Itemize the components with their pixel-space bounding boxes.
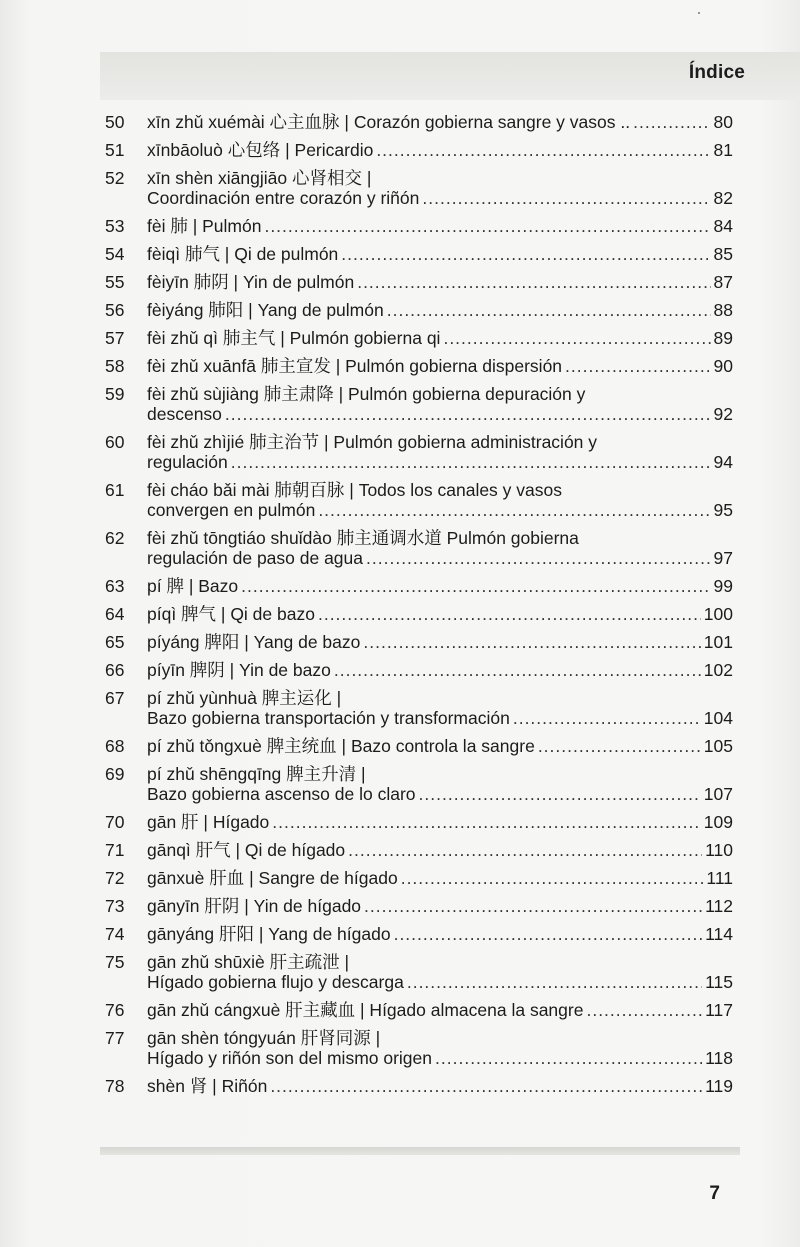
dot-leader (366, 548, 711, 568)
dot-leader (422, 188, 710, 208)
entry-page: 111 (706, 868, 733, 888)
entry-title: fèi cháo bǎi mài 肺朝百脉 | Todos los canales y vasos (147, 480, 563, 500)
dot-leader (538, 736, 701, 756)
toc-entry (105, 1076, 733, 1096)
toc-entry (105, 868, 733, 888)
entry-line (147, 736, 733, 756)
entry-line (147, 452, 733, 472)
footer-rule (100, 1147, 740, 1155)
entry-number: 53 (105, 216, 125, 236)
entry-number: 54 (105, 244, 125, 264)
dot-leader (419, 784, 701, 804)
entry-body (147, 660, 733, 680)
entry-number: 76 (105, 1000, 125, 1020)
toc-entry (105, 112, 733, 132)
entry-line (147, 972, 733, 992)
entry-body (147, 1076, 733, 1096)
entry-line (147, 896, 733, 916)
toc-entry (105, 604, 733, 624)
entry-page: 92 (713, 404, 733, 424)
entry-page: 117 (705, 1000, 733, 1020)
entry-line (147, 432, 733, 452)
entry-number: 51 (105, 140, 125, 160)
entry-number: 75 (105, 952, 125, 972)
entry-page: 112 (705, 896, 733, 916)
entry-number: 60 (105, 432, 125, 452)
entry-title: shèn 肾 | Riñón (147, 1076, 268, 1096)
entry-line (147, 1028, 733, 1048)
dot-leader (272, 812, 701, 832)
entry-title: regulación de paso de agua (147, 548, 364, 568)
toc-entry (105, 840, 733, 860)
entry-body (147, 604, 733, 624)
toc-entry (105, 244, 733, 264)
entry-title: regulación (147, 452, 228, 472)
running-head: Índice (688, 62, 745, 83)
entry-line (147, 868, 733, 888)
entry-page: 115 (705, 972, 733, 992)
entry-title: gān shèn tóngyuán 肝肾同源 | (147, 1028, 381, 1048)
entry-page: 80 (713, 112, 733, 132)
entry-number: 63 (105, 576, 125, 596)
entry-line (147, 168, 733, 188)
entry-page: 90 (713, 356, 733, 376)
entry-title: gānqì 肝气 | Qi de hígado (147, 840, 346, 860)
entry-page: 85 (713, 244, 733, 264)
entry-title: gānxuè 肝血 | Sangre de hígado (147, 868, 398, 888)
entry-body (147, 1028, 733, 1068)
entry-page: 104 (703, 708, 733, 728)
entry-page: 114 (705, 924, 733, 944)
dot-leader (318, 500, 710, 520)
toc-entry (105, 736, 733, 756)
entry-page: 119 (705, 1076, 733, 1096)
entry-page: 84 (713, 216, 733, 236)
entry-title: Hígado y riñón son del mismo origen (147, 1048, 433, 1068)
entry-line (147, 300, 733, 320)
entry-title: píyáng 脾阳 | Yang de bazo (147, 632, 361, 652)
entry-line (147, 112, 733, 132)
dot-leader (394, 924, 703, 944)
entry-line (147, 216, 733, 236)
entry-body (147, 272, 733, 292)
dot-leader (633, 112, 710, 132)
entry-title: fèi zhǔ xuānfā 肺主宣发 | Pulmón gobierna dispersión (147, 356, 563, 376)
entry-body (147, 896, 733, 916)
dot-leader (387, 300, 711, 320)
entry-title: gān 肝 | Hígado (147, 812, 270, 832)
toc-entry (105, 952, 733, 992)
dot-leader (363, 632, 700, 652)
entry-title: xīn shèn xiāngjiāo 心肾相交 | (147, 168, 372, 188)
entry-title: fèiqì 肺气 | Qi de pulmón (147, 244, 339, 264)
toc-entry (105, 140, 733, 160)
entry-number: 56 (105, 300, 125, 320)
dot-leader (348, 840, 702, 860)
entry-page: 82 (713, 188, 733, 208)
entry-title: convergen en pulmón (147, 500, 316, 520)
toc-entry (105, 528, 733, 568)
dot-leader (341, 244, 710, 264)
dot-leader (334, 660, 701, 680)
entry-body (147, 480, 733, 520)
entry-title: gānyáng 肝阳 | Yang de hígado (147, 924, 391, 944)
entry-line (147, 272, 733, 292)
entry-line (147, 328, 733, 348)
entry-number: 52 (105, 168, 125, 188)
entry-page: 100 (703, 604, 733, 624)
entry-line (147, 576, 733, 596)
entry-body (147, 112, 733, 132)
entry-body (147, 632, 733, 652)
entry-number: 66 (105, 660, 125, 680)
entry-page: 95 (713, 500, 733, 520)
entry-number: 69 (105, 764, 125, 784)
entry-page: 89 (713, 328, 733, 348)
entry-title: fèi zhǔ zhìjié 肺主治节 | Pulmón gobierna administración y (147, 432, 598, 452)
entry-line (147, 140, 733, 160)
entry-title: pí zhǔ tǒngxuè 脾主统血 | Bazo controla la sangre (147, 736, 535, 756)
table-of-contents (105, 112, 733, 1104)
entry-line (147, 528, 733, 548)
entry-line (147, 812, 733, 832)
entry-title: fèiyáng 肺阳 | Yang de pulmón (147, 300, 384, 320)
entry-line (147, 784, 733, 804)
entry-number: 59 (105, 384, 125, 404)
entry-line (147, 356, 733, 376)
entry-title: fèi zhǔ tōngtiáo shuǐdào 肺主通调水道 Pulmón gobierna (147, 528, 579, 548)
dot-leader (270, 1076, 702, 1096)
toc-entry (105, 1028, 733, 1068)
entry-line (147, 924, 733, 944)
entry-line (147, 708, 733, 728)
entry-number: 57 (105, 328, 125, 348)
toc-entry (105, 632, 733, 652)
entry-body (147, 840, 733, 860)
entry-number: 55 (105, 272, 125, 292)
entry-number: 50 (105, 112, 125, 132)
entry-page: 107 (703, 784, 733, 804)
dot-leader (264, 216, 710, 236)
entry-page: 94 (713, 452, 733, 472)
entry-line (147, 764, 733, 784)
entry-body (147, 356, 733, 376)
entry-body (147, 952, 733, 992)
dot-leader (364, 896, 702, 916)
toc-entry (105, 812, 733, 832)
dot-leader (241, 576, 710, 596)
entry-line (147, 1000, 733, 1020)
toc-entry (105, 356, 733, 376)
dot-leader (401, 868, 704, 888)
entry-number: 78 (105, 1076, 125, 1096)
entry-body (147, 868, 733, 888)
toc-entry (105, 480, 733, 520)
entry-body (147, 812, 733, 832)
entry-body (147, 384, 733, 424)
dot-leader (513, 708, 701, 728)
toc-entry (105, 384, 733, 424)
entry-page: 99 (713, 576, 733, 596)
toc-entry (105, 272, 733, 292)
toc-entry (105, 300, 733, 320)
dot-leader (357, 272, 710, 292)
entry-line (147, 480, 733, 500)
entry-title: pí zhǔ yùnhuà 脾主运化 | (147, 688, 342, 708)
entry-line (147, 384, 733, 404)
entry-line (147, 660, 733, 680)
entry-number: 67 (105, 688, 125, 708)
entry-title: Bazo gobierna ascenso de lo claro (147, 784, 416, 804)
toc-entry (105, 576, 733, 596)
entry-title: píyīn 脾阴 | Yin de bazo (147, 660, 331, 680)
entry-number: 73 (105, 896, 125, 916)
entry-title: pí zhǔ shēngqīng 脾主升清 | (147, 764, 366, 784)
entry-body (147, 244, 733, 264)
entry-body (147, 328, 733, 348)
toc-entry (105, 896, 733, 916)
entry-line (147, 188, 733, 208)
entry-number: 70 (105, 812, 125, 832)
entry-number: 68 (105, 736, 125, 756)
entry-title: xīnbāoluò 心包络 | Pericardio (147, 140, 374, 160)
entry-page: 109 (703, 812, 733, 832)
entry-number: 71 (105, 840, 125, 860)
entry-number: 62 (105, 528, 125, 548)
dot-leader (443, 328, 710, 348)
entry-title: gān zhǔ cángxuè 肝主藏血 | Hígado almacena la sangre (147, 1000, 584, 1020)
entry-body (147, 216, 733, 236)
toc-entry (105, 924, 733, 944)
toc-entry (105, 660, 733, 680)
entry-body (147, 688, 733, 728)
entry-page: 110 (705, 840, 733, 860)
dot-leader (435, 1048, 702, 1068)
entry-body (147, 528, 733, 568)
entry-line (147, 548, 733, 568)
entry-title: gānyīn 肝阴 | Yin de hígado (147, 896, 362, 916)
entry-body (147, 924, 733, 944)
entry-line (147, 632, 733, 652)
entry-number: 65 (105, 632, 125, 652)
entry-title: Coordinación entre corazón y riñón (147, 188, 420, 208)
entry-line (147, 840, 733, 860)
entry-number: 58 (105, 356, 125, 376)
entry-title: píqì 脾气 | Qi de bazo (147, 604, 315, 624)
dot-leader (231, 452, 711, 472)
entry-number: 72 (105, 868, 125, 888)
toc-entry (105, 1000, 733, 1020)
toc-entry (105, 216, 733, 236)
entry-page: 102 (703, 660, 733, 680)
entry-page: 105 (703, 736, 733, 756)
entry-title: fèi zhǔ sùjiàng 肺主肃降 | Pulmón gobierna depuración y (147, 384, 586, 404)
entry-page: 97 (713, 548, 733, 568)
entry-page: 101 (703, 632, 733, 652)
entry-line (147, 244, 733, 264)
entry-page: 118 (705, 1048, 733, 1068)
entry-line (147, 404, 733, 424)
dot-leader (376, 140, 710, 160)
entry-body (147, 736, 733, 756)
entry-body (147, 432, 733, 472)
entry-title: descenso (147, 404, 222, 424)
entry-body (147, 140, 733, 160)
entry-body (147, 1000, 733, 1020)
dot-leader (407, 972, 702, 992)
entry-page: 88 (713, 300, 733, 320)
entry-line (147, 500, 733, 520)
entry-title: Hígado gobierna flujo y descarga (147, 972, 404, 992)
dot-leader (225, 404, 711, 424)
page-number: 7 (709, 1183, 720, 1204)
dot-leader (318, 604, 701, 624)
entry-title: fèiyīn 肺阴 | Yin de pulmón (147, 272, 355, 292)
entry-number: 74 (105, 924, 125, 944)
entry-number: 64 (105, 604, 125, 624)
paper-speck (698, 12, 700, 14)
entry-number: 77 (105, 1028, 125, 1048)
entry-line (147, 952, 733, 972)
dot-leader (586, 1000, 702, 1020)
entry-number: 61 (105, 480, 125, 500)
toc-entry (105, 764, 733, 804)
entry-title: pí 脾 | Bazo (147, 576, 239, 596)
toc-entry (105, 688, 733, 728)
toc-entry (105, 432, 733, 472)
entry-title: gān zhǔ shūxiè 肝主疏泄 | (147, 952, 349, 972)
entry-page: 81 (713, 140, 733, 160)
entry-title: fèi zhǔ qì 肺主气 | Pulmón gobierna qi (147, 328, 441, 348)
entry-page: 87 (713, 272, 733, 292)
entry-body (147, 576, 733, 596)
entry-title: Bazo gobierna transportación y transformación (147, 708, 510, 728)
entry-body (147, 300, 733, 320)
entry-body (147, 168, 733, 208)
entry-line (147, 604, 733, 624)
entry-title: xīn zhǔ xuémài 心主血脉 | Corazón gobierna sangre y vasos .. (147, 112, 631, 132)
dot-leader (565, 356, 710, 376)
toc-entry (105, 168, 733, 208)
entry-line (147, 1048, 733, 1068)
entry-line (147, 1076, 733, 1096)
entry-body (147, 764, 733, 804)
entry-title: fèi 肺 | Pulmón (147, 216, 262, 236)
toc-entry (105, 328, 733, 348)
entry-line (147, 688, 733, 708)
